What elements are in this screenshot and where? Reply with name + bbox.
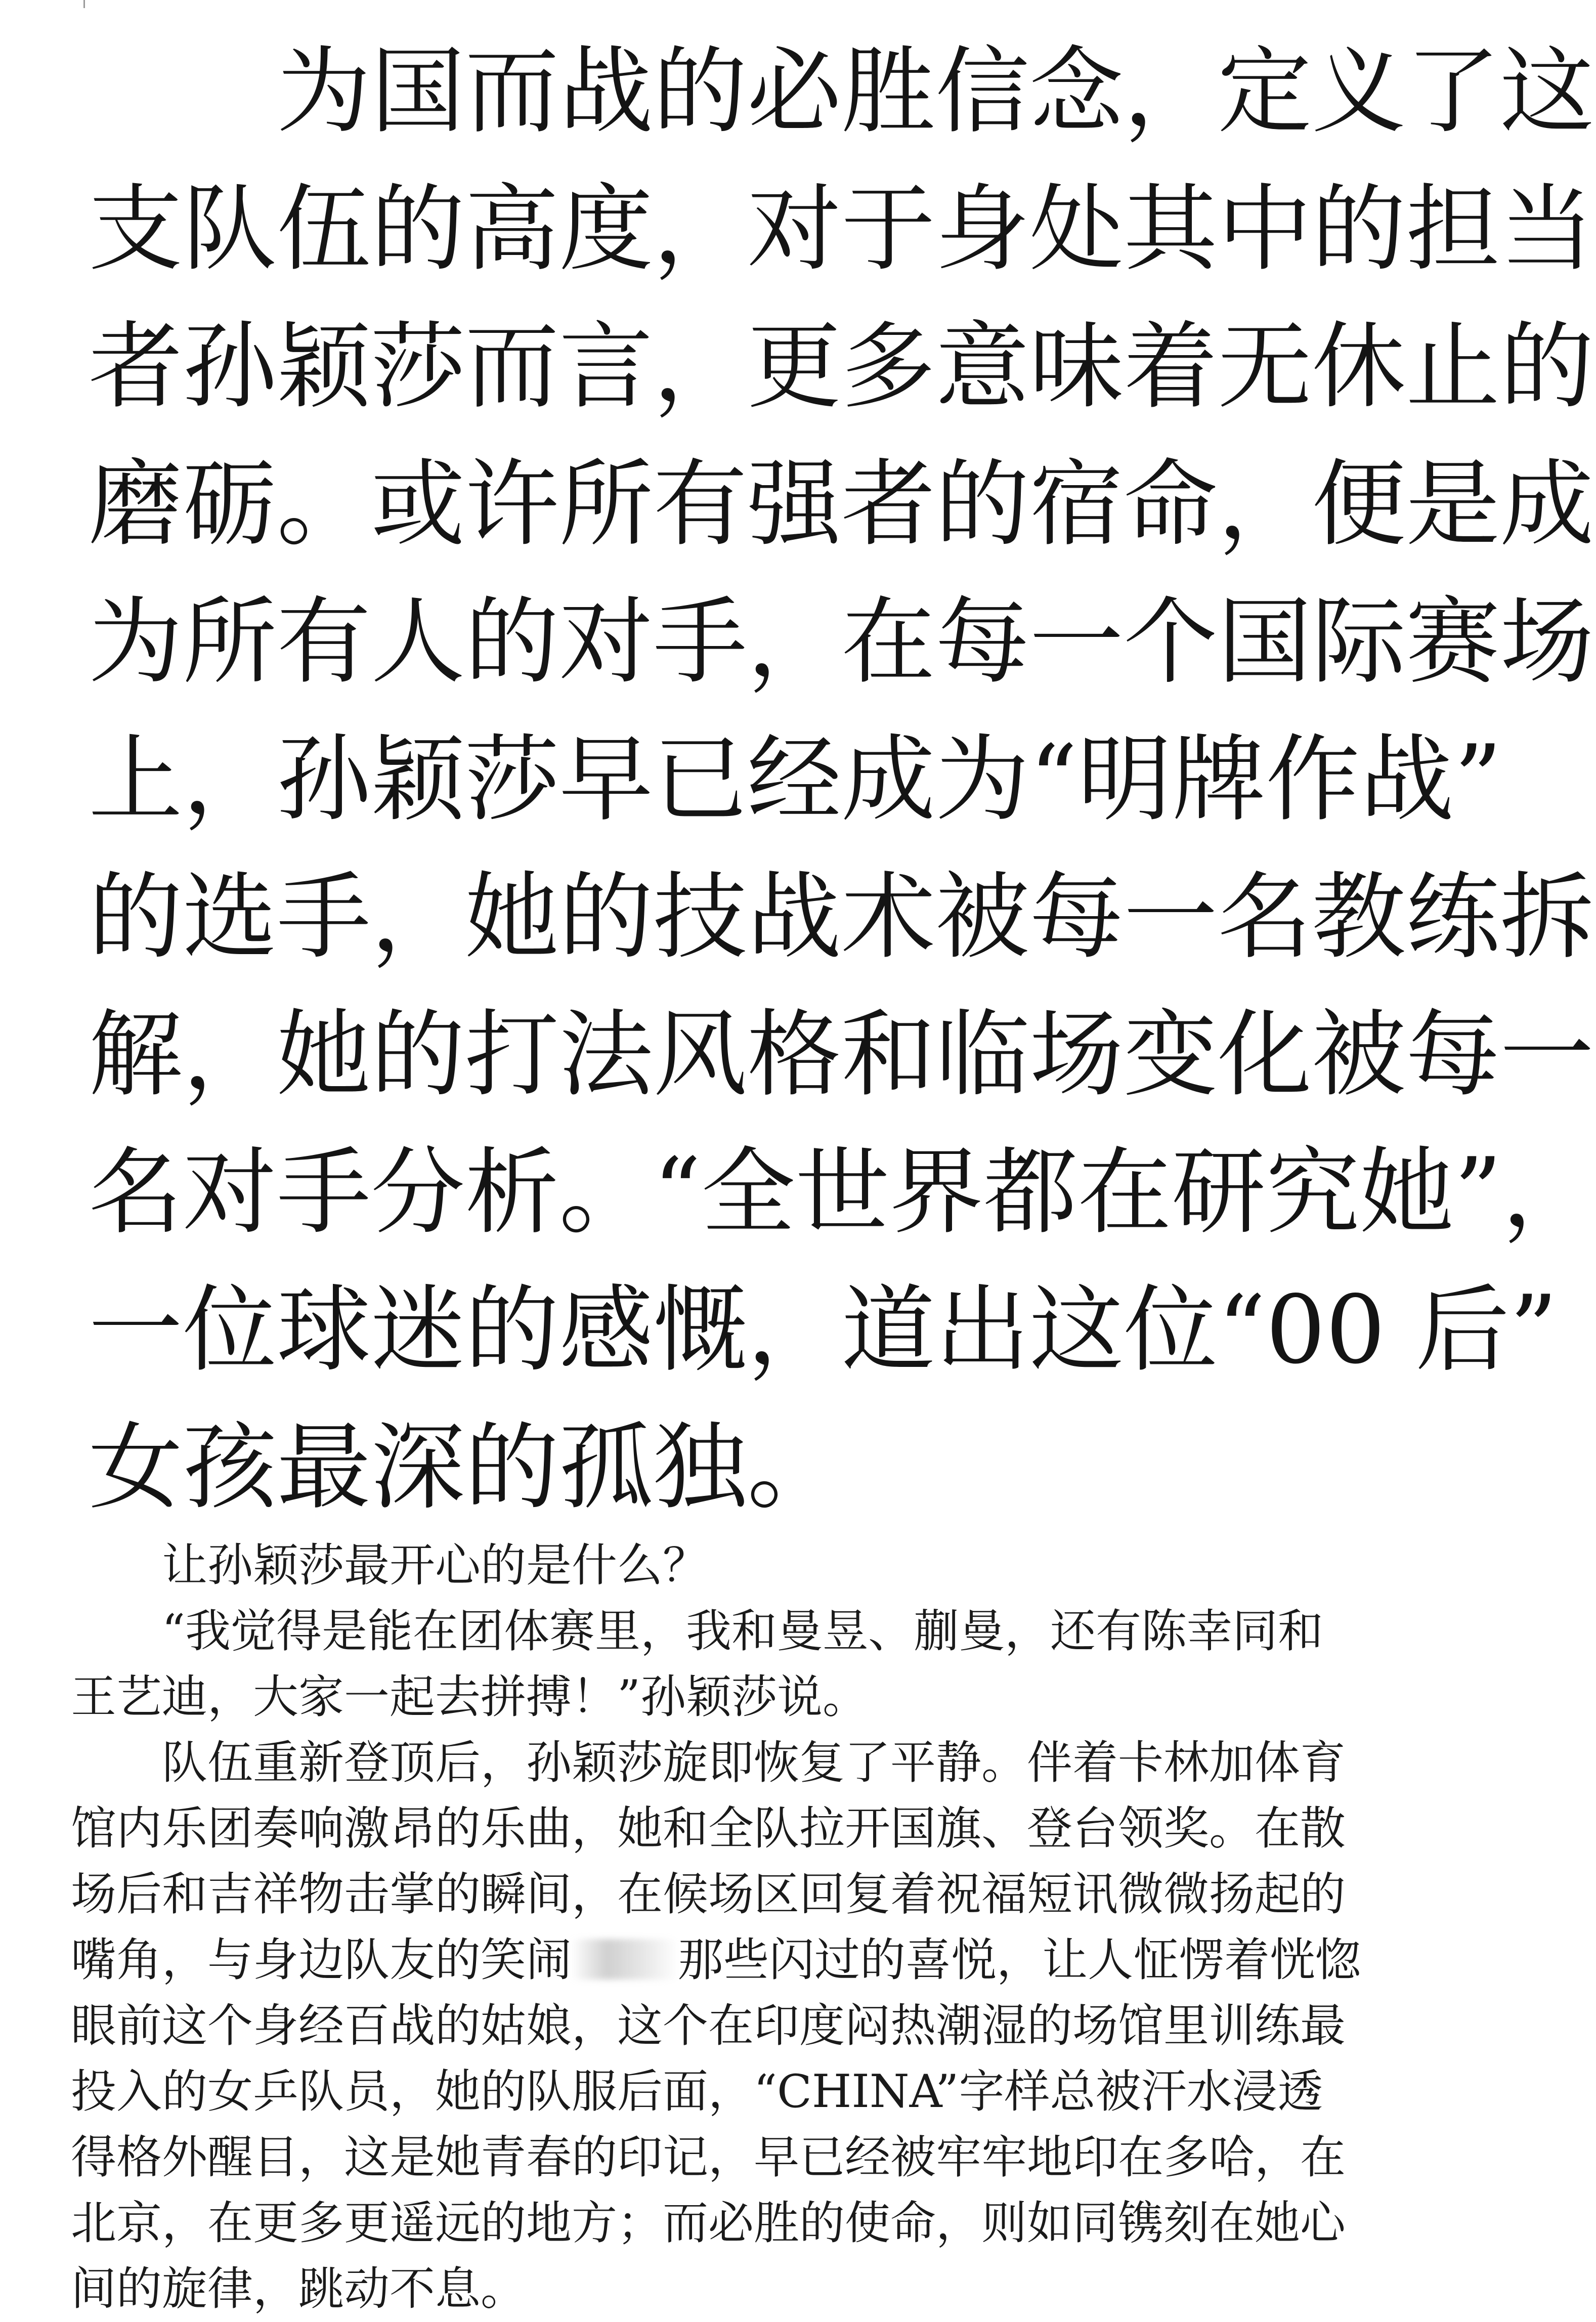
small-text-section — [71, 1533, 1361, 2322]
paragraph-line: 队伍重新登顶后，孙颖莎旋即恢复了平静。伴着卡林加体育 — [71, 1736, 1346, 1789]
line-text-before-blur: 嘴角，与身边队友的笑闹 — [71, 1933, 572, 1987]
paragraph-line: 得格外醒目，这是她青春的印记，早已经被牢牢地印在多哈，在 — [71, 2131, 1346, 2184]
paragraph-line: 场后和吉祥物击掌的瞬间，在候场区回复着祝福短讯微微扬起的 — [71, 1868, 1346, 1921]
paragraph-line: 间的旋律，跳动不息。 — [71, 2262, 526, 2315]
large-text-section — [89, 23, 1596, 1536]
paragraph-line: 支队伍的高度，对于身处其中的担当 — [89, 174, 1594, 284]
paragraph-line: 眼前这个身经百战的姑娘，这个在印度闷热潮湿的场馆里训练最 — [71, 1999, 1346, 2052]
paragraph-line: 解，她的打法风格和临场变化被每一 — [89, 1000, 1594, 1109]
paragraph-line: 投入的女乒队员，她的队服后面，“CHINA”字样总被汗水浸透 — [71, 2065, 1323, 2118]
paragraph-line: 者孙颖莎而言，更多意味着无休止的 — [89, 312, 1594, 421]
line-text-after-blur: 那些闪过的喜悦，让人怔愣着恍惚 — [678, 1933, 1361, 1987]
paragraph-line: 一位球迷的感慨，道出这位“00 后” — [89, 1275, 1558, 1385]
paragraph-line-with-blur — [71, 1927, 1361, 1993]
paragraph-line: 上，孙颖莎早已经成为“明牌作战” — [89, 724, 1502, 834]
paragraph-line: 馆内乐团奏响激昂的乐曲，她和全队拉开国旗、登台领奖。在散 — [71, 1802, 1346, 1855]
blurred-region — [572, 1939, 678, 1980]
paragraph-line: 北京，在更多更遥远的地方；而必胜的使命，则如同镌刻在她心 — [71, 2197, 1346, 2250]
page-edge-mark — [83, 0, 85, 8]
paragraph-line: 为所有人的对手，在每一个国际赛场 — [89, 587, 1594, 697]
paragraph-line: “我觉得是能在团体赛里，我和曼昱、蒯曼，还有陈幸同和 — [71, 1605, 1324, 1658]
paragraph-line: 磨砺。或许所有强者的宿命，便是成 — [89, 449, 1594, 559]
paragraph-line: 女孩最深的孤独。 — [89, 1412, 842, 1522]
paragraph-line: 的选手，她的技战术被每一名教练拆 — [89, 862, 1594, 972]
paragraph-line: 名对手分析。“全世界都在研究她”， — [89, 1137, 1596, 1247]
paragraph-line: 为国而战的必胜信念，定义了这 — [89, 36, 1594, 146]
paragraph-line: 让孙颖莎最开心的是什么？ — [71, 1539, 708, 1592]
paragraph-line: 王艺迪，大家一起去拼搏！”孙颖莎说。 — [71, 1670, 869, 1724]
